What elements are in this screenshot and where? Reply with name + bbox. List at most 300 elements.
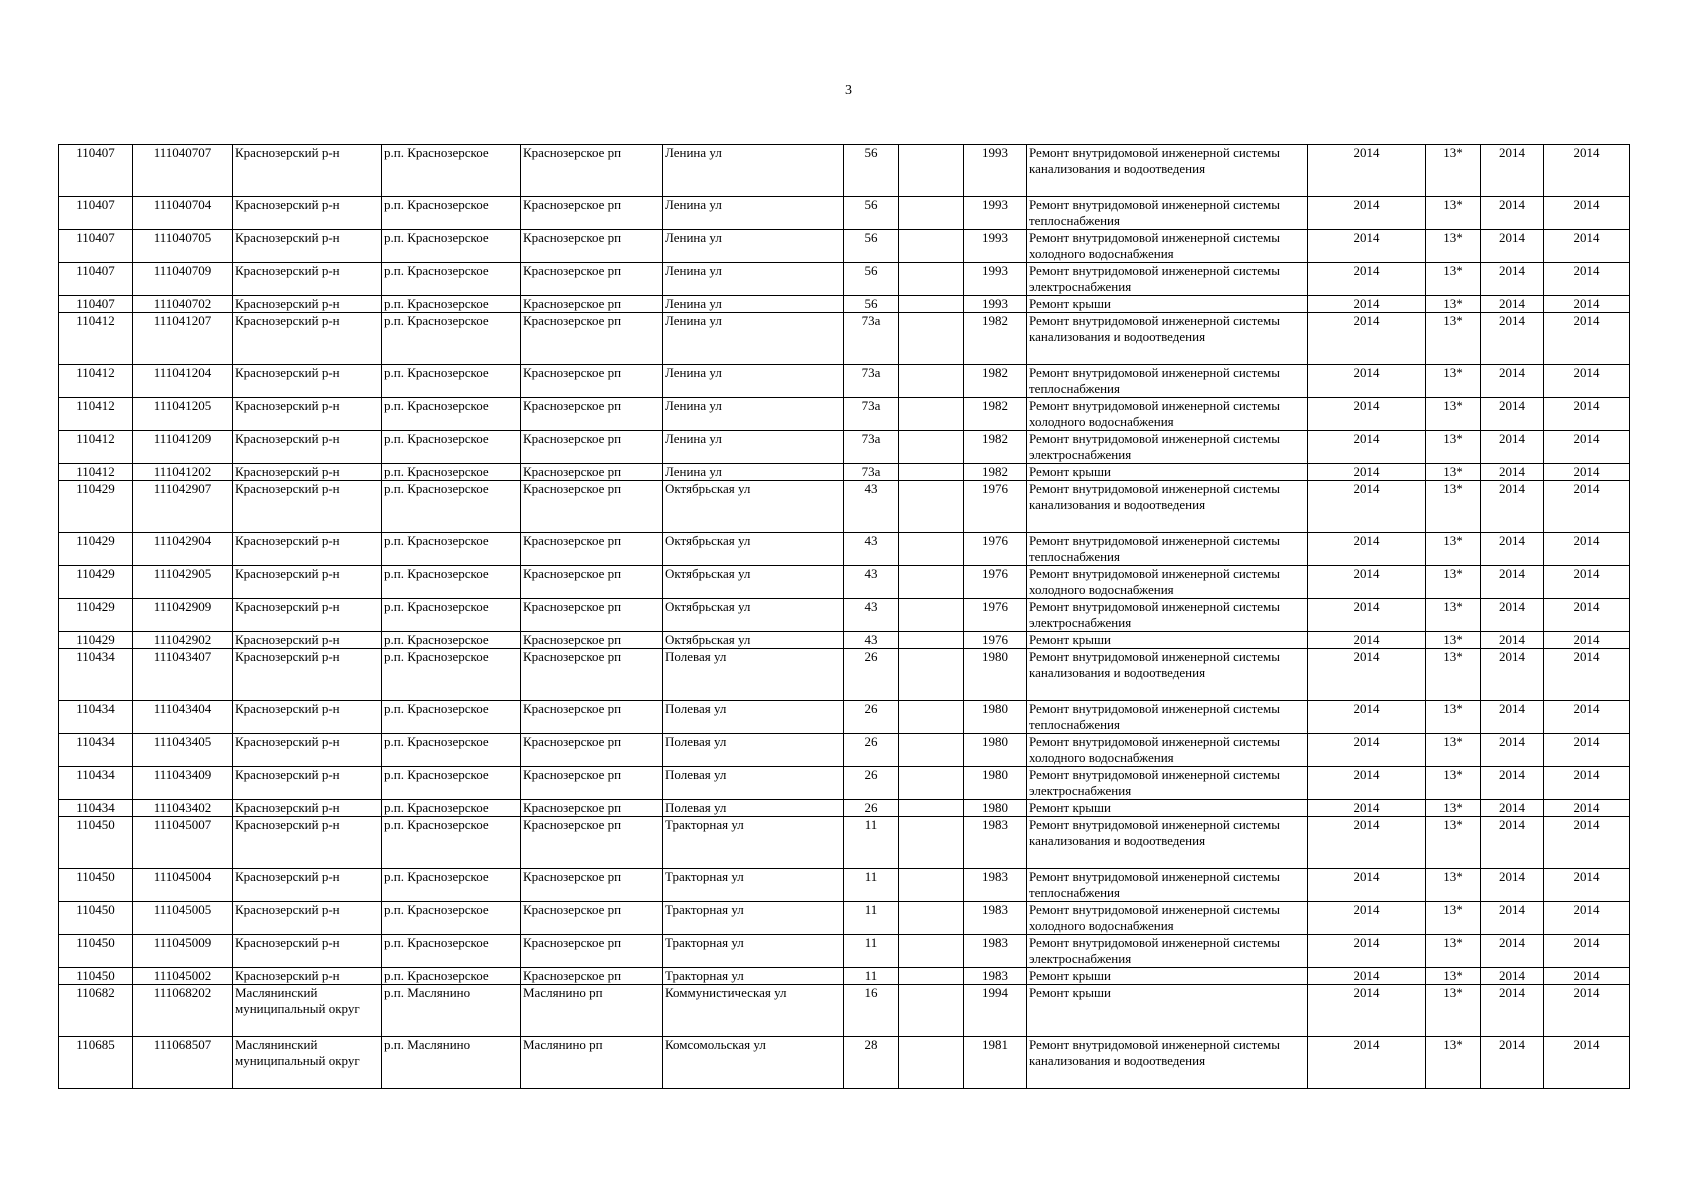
start-year-cell: 2014 — [1481, 398, 1544, 431]
settlement-cell: р.п. Краснозерское — [382, 902, 521, 935]
work-type-cell: Ремонт внутридомовой инженерной системы электроснабжения — [1027, 599, 1308, 632]
year-built-cell: 1980 — [964, 649, 1027, 701]
work-type-cell: Ремонт внутридомовой инженерной системы канализования и водоотведения — [1027, 817, 1308, 869]
year-built-cell: 1982 — [964, 464, 1027, 481]
note-cell: 13* — [1426, 566, 1481, 599]
settlement-cell: р.п. Краснозерское — [382, 734, 521, 767]
building-cell — [899, 481, 964, 533]
municipality-cell: Краснозерское рп — [521, 767, 663, 800]
house-number-cell: 11 — [844, 968, 899, 985]
municipality-cell: Краснозерское рп — [521, 701, 663, 734]
id-cell: 111043405 — [133, 734, 233, 767]
plan-year-cell: 2014 — [1308, 767, 1426, 800]
work-type-cell: Ремонт внутридомовой инженерной системы канализования и водоотведения — [1027, 649, 1308, 701]
note-cell: 13* — [1426, 734, 1481, 767]
settlement-cell: р.п. Краснозерское — [382, 398, 521, 431]
municipality-cell: Краснозерское рп — [521, 935, 663, 968]
street-cell: Ленина ул — [663, 398, 844, 431]
start-year-cell: 2014 — [1481, 263, 1544, 296]
municipality-cell: Краснозерское рп — [521, 817, 663, 869]
street-cell: Тракторная ул — [663, 902, 844, 935]
start-year-cell: 2014 — [1481, 632, 1544, 649]
note-cell: 13* — [1426, 632, 1481, 649]
start-year-cell: 2014 — [1481, 734, 1544, 767]
house-number-cell: 56 — [844, 296, 899, 313]
street-cell: Октябрьская ул — [663, 599, 844, 632]
settlement-cell: р.п. Краснозерское — [382, 632, 521, 649]
id-cell: 111041205 — [133, 398, 233, 431]
note-cell: 13* — [1426, 935, 1481, 968]
municipality-cell: Краснозерское рп — [521, 869, 663, 902]
note-cell: 13* — [1426, 817, 1481, 869]
plan-year-cell: 2014 — [1308, 365, 1426, 398]
table-row — [59, 431, 1630, 464]
street-cell: Октябрьская ул — [663, 533, 844, 566]
building-cell — [899, 734, 964, 767]
district-cell: Краснозерский р-н — [233, 464, 382, 481]
settlement-cell: р.п. Краснозерское — [382, 197, 521, 230]
district-cell: Краснозерский р-н — [233, 431, 382, 464]
id-cell: 111040707 — [133, 145, 233, 197]
street-cell: Октябрьская ул — [663, 632, 844, 649]
house-number-cell: 56 — [844, 230, 899, 263]
table-row — [59, 599, 1630, 632]
district-cell: Краснозерский р-н — [233, 365, 382, 398]
note-cell: 13* — [1426, 197, 1481, 230]
plan-year-cell: 2014 — [1308, 431, 1426, 464]
plan-year-cell: 2014 — [1308, 800, 1426, 817]
end-year-cell: 2014 — [1544, 398, 1630, 431]
code-cell: 110434 — [59, 767, 133, 800]
plan-year-cell: 2014 — [1308, 197, 1426, 230]
id-cell: 111045007 — [133, 817, 233, 869]
settlement-cell: р.п. Краснозерское — [382, 481, 521, 533]
settlement-cell: р.п. Краснозерское — [382, 230, 521, 263]
street-cell: Тракторная ул — [663, 869, 844, 902]
building-cell — [899, 632, 964, 649]
street-cell: Ленина ул — [663, 197, 844, 230]
street-cell: Ленина ул — [663, 365, 844, 398]
municipality-cell: Краснозерское рп — [521, 800, 663, 817]
code-cell: 110429 — [59, 533, 133, 566]
table-row — [59, 902, 1630, 935]
municipality-cell: Краснозерское рп — [521, 230, 663, 263]
work-type-cell: Ремонт внутридомовой инженерной системы холодного водоснабжения — [1027, 230, 1308, 263]
municipality-cell: Краснозерское рп — [521, 734, 663, 767]
end-year-cell: 2014 — [1544, 431, 1630, 464]
end-year-cell: 2014 — [1544, 968, 1630, 985]
code-cell: 110429 — [59, 481, 133, 533]
start-year-cell: 2014 — [1481, 985, 1544, 1037]
building-cell — [899, 902, 964, 935]
table-row — [59, 985, 1630, 1037]
table-row — [59, 365, 1630, 398]
code-cell: 110407 — [59, 296, 133, 313]
table-body — [59, 145, 1630, 1089]
work-type-cell: Ремонт внутридомовой инженерной системы канализования и водоотведения — [1027, 313, 1308, 365]
start-year-cell: 2014 — [1481, 481, 1544, 533]
year-built-cell: 1982 — [964, 313, 1027, 365]
street-cell: Комсомольская ул — [663, 1037, 844, 1089]
work-type-cell: Ремонт внутридомовой инженерной системы электроснабжения — [1027, 767, 1308, 800]
house-number-cell: 11 — [844, 935, 899, 968]
house-number-cell: 16 — [844, 985, 899, 1037]
end-year-cell: 2014 — [1544, 230, 1630, 263]
year-built-cell: 1982 — [964, 431, 1027, 464]
table-row — [59, 767, 1630, 800]
table-row — [59, 968, 1630, 985]
code-cell: 110412 — [59, 431, 133, 464]
building-cell — [899, 985, 964, 1037]
end-year-cell: 2014 — [1544, 902, 1630, 935]
building-cell — [899, 599, 964, 632]
code-cell: 110407 — [59, 145, 133, 197]
house-number-cell: 73а — [844, 365, 899, 398]
district-cell: Краснозерский р-н — [233, 968, 382, 985]
street-cell: Полевая ул — [663, 767, 844, 800]
plan-year-cell: 2014 — [1308, 599, 1426, 632]
settlement-cell: р.п. Краснозерское — [382, 767, 521, 800]
district-cell: Краснозерский р-н — [233, 701, 382, 734]
note-cell: 13* — [1426, 533, 1481, 566]
street-cell: Ленина ул — [663, 145, 844, 197]
street-cell: Ленина ул — [663, 431, 844, 464]
house-number-cell: 73а — [844, 398, 899, 431]
settlement-cell: р.п. Краснозерское — [382, 145, 521, 197]
note-cell: 13* — [1426, 145, 1481, 197]
table-row — [59, 263, 1630, 296]
year-built-cell: 1993 — [964, 197, 1027, 230]
building-cell — [899, 935, 964, 968]
settlement-cell: р.п. Краснозерское — [382, 263, 521, 296]
end-year-cell: 2014 — [1544, 869, 1630, 902]
municipality-cell: Краснозерское рп — [521, 313, 663, 365]
district-cell: Краснозерский р-н — [233, 734, 382, 767]
note-cell: 13* — [1426, 263, 1481, 296]
year-built-cell: 1976 — [964, 632, 1027, 649]
start-year-cell: 2014 — [1481, 935, 1544, 968]
district-cell: Краснозерский р-н — [233, 935, 382, 968]
municipality-cell: Маслянино рп — [521, 985, 663, 1037]
end-year-cell: 2014 — [1544, 464, 1630, 481]
start-year-cell: 2014 — [1481, 533, 1544, 566]
id-cell: 111042905 — [133, 566, 233, 599]
table-row — [59, 464, 1630, 481]
street-cell: Тракторная ул — [663, 817, 844, 869]
municipality-cell: Краснозерское рп — [521, 533, 663, 566]
building-cell — [899, 197, 964, 230]
settlement-cell: р.п. Краснозерское — [382, 599, 521, 632]
end-year-cell: 2014 — [1544, 701, 1630, 734]
year-built-cell: 1983 — [964, 902, 1027, 935]
settlement-cell: р.п. Краснозерское — [382, 313, 521, 365]
work-type-cell: Ремонт внутридомовой инженерной системы теплоснабжения — [1027, 869, 1308, 902]
street-cell: Ленина ул — [663, 230, 844, 263]
house-number-cell: 43 — [844, 566, 899, 599]
table-row — [59, 817, 1630, 869]
start-year-cell: 2014 — [1481, 230, 1544, 263]
municipality-cell: Маслянино рп — [521, 1037, 663, 1089]
district-cell: Краснозерский р-н — [233, 296, 382, 313]
plan-year-cell: 2014 — [1308, 230, 1426, 263]
end-year-cell: 2014 — [1544, 566, 1630, 599]
work-type-cell: Ремонт внутридомовой инженерной системы холодного водоснабжения — [1027, 566, 1308, 599]
house-number-cell: 26 — [844, 800, 899, 817]
work-type-cell: Ремонт крыши — [1027, 464, 1308, 481]
id-cell: 111040709 — [133, 263, 233, 296]
plan-year-cell: 2014 — [1308, 1037, 1426, 1089]
end-year-cell: 2014 — [1544, 935, 1630, 968]
start-year-cell: 2014 — [1481, 701, 1544, 734]
municipality-cell: Краснозерское рп — [521, 566, 663, 599]
municipality-cell: Краснозерское рп — [521, 296, 663, 313]
house-number-cell: 56 — [844, 145, 899, 197]
code-cell: 110682 — [59, 985, 133, 1037]
year-built-cell: 1982 — [964, 365, 1027, 398]
work-type-cell: Ремонт крыши — [1027, 800, 1308, 817]
plan-year-cell: 2014 — [1308, 632, 1426, 649]
work-type-cell: Ремонт внутридомовой инженерной системы электроснабжения — [1027, 431, 1308, 464]
work-type-cell: Ремонт крыши — [1027, 968, 1308, 985]
note-cell: 13* — [1426, 599, 1481, 632]
end-year-cell: 2014 — [1544, 481, 1630, 533]
code-cell: 110685 — [59, 1037, 133, 1089]
municipality-cell: Краснозерское рп — [521, 599, 663, 632]
house-number-cell: 11 — [844, 902, 899, 935]
table-row — [59, 197, 1630, 230]
plan-year-cell: 2014 — [1308, 398, 1426, 431]
district-cell: Краснозерский р-н — [233, 599, 382, 632]
end-year-cell: 2014 — [1544, 800, 1630, 817]
note-cell: 13* — [1426, 800, 1481, 817]
code-cell: 110412 — [59, 365, 133, 398]
district-cell: Краснозерский р-н — [233, 649, 382, 701]
code-cell: 110434 — [59, 701, 133, 734]
settlement-cell: р.п. Краснозерское — [382, 566, 521, 599]
start-year-cell: 2014 — [1481, 817, 1544, 869]
note-cell: 13* — [1426, 767, 1481, 800]
end-year-cell: 2014 — [1544, 1037, 1630, 1089]
table-row — [59, 701, 1630, 734]
plan-year-cell: 2014 — [1308, 734, 1426, 767]
plan-year-cell: 2014 — [1308, 701, 1426, 734]
table-row — [59, 533, 1630, 566]
note-cell: 13* — [1426, 701, 1481, 734]
plan-year-cell: 2014 — [1308, 145, 1426, 197]
house-number-cell: 43 — [844, 533, 899, 566]
work-type-cell: Ремонт внутридомовой инженерной системы канализования и водоотведения — [1027, 145, 1308, 197]
note-cell: 13* — [1426, 869, 1481, 902]
district-cell: Маслянинский муниципальный округ — [233, 985, 382, 1037]
settlement-cell: р.п. Краснозерское — [382, 296, 521, 313]
district-cell: Краснозерский р-н — [233, 313, 382, 365]
building-cell — [899, 800, 964, 817]
note-cell: 13* — [1426, 902, 1481, 935]
end-year-cell: 2014 — [1544, 145, 1630, 197]
plan-year-cell: 2014 — [1308, 817, 1426, 869]
district-cell: Краснозерский р-н — [233, 800, 382, 817]
street-cell: Тракторная ул — [663, 968, 844, 985]
note-cell: 13* — [1426, 481, 1481, 533]
start-year-cell: 2014 — [1481, 365, 1544, 398]
work-type-cell: Ремонт крыши — [1027, 632, 1308, 649]
building-cell — [899, 649, 964, 701]
house-number-cell: 26 — [844, 767, 899, 800]
note-cell: 13* — [1426, 296, 1481, 313]
note-cell: 13* — [1426, 365, 1481, 398]
start-year-cell: 2014 — [1481, 968, 1544, 985]
note-cell: 13* — [1426, 464, 1481, 481]
code-cell: 110407 — [59, 197, 133, 230]
street-cell: Ленина ул — [663, 464, 844, 481]
building-cell — [899, 365, 964, 398]
table-row — [59, 145, 1630, 197]
id-cell: 111068202 — [133, 985, 233, 1037]
district-cell: Краснозерский р-н — [233, 767, 382, 800]
id-cell: 111042907 — [133, 481, 233, 533]
work-type-cell: Ремонт внутридомовой инженерной системы электроснабжения — [1027, 935, 1308, 968]
year-built-cell: 1983 — [964, 968, 1027, 985]
id-cell: 111041202 — [133, 464, 233, 481]
start-year-cell: 2014 — [1481, 296, 1544, 313]
start-year-cell: 2014 — [1481, 145, 1544, 197]
municipality-cell: Краснозерское рп — [521, 197, 663, 230]
house-number-cell: 26 — [844, 734, 899, 767]
end-year-cell: 2014 — [1544, 365, 1630, 398]
note-cell: 13* — [1426, 431, 1481, 464]
settlement-cell: р.п. Краснозерское — [382, 533, 521, 566]
note-cell: 13* — [1426, 649, 1481, 701]
table-row — [59, 869, 1630, 902]
table-row — [59, 296, 1630, 313]
house-number-cell: 73а — [844, 464, 899, 481]
settlement-cell: р.п. Краснозерское — [382, 935, 521, 968]
year-built-cell: 1983 — [964, 935, 1027, 968]
start-year-cell: 2014 — [1481, 197, 1544, 230]
settlement-cell: р.п. Краснозерское — [382, 701, 521, 734]
table-row — [59, 935, 1630, 968]
code-cell: 110407 — [59, 263, 133, 296]
building-cell — [899, 398, 964, 431]
district-cell: Краснозерский р-н — [233, 869, 382, 902]
year-built-cell: 1983 — [964, 869, 1027, 902]
plan-year-cell: 2014 — [1308, 649, 1426, 701]
start-year-cell: 2014 — [1481, 767, 1544, 800]
street-cell: Тракторная ул — [663, 935, 844, 968]
work-type-cell: Ремонт внутридомовой инженерной системы холодного водоснабжения — [1027, 398, 1308, 431]
start-year-cell: 2014 — [1481, 649, 1544, 701]
work-type-cell: Ремонт внутридомовой инженерной системы канализования и водоотведения — [1027, 1037, 1308, 1089]
year-built-cell: 1994 — [964, 985, 1027, 1037]
street-cell: Полевая ул — [663, 649, 844, 701]
street-cell: Полевая ул — [663, 701, 844, 734]
district-cell: Маслянинский муниципальный округ — [233, 1037, 382, 1089]
note-cell: 13* — [1426, 398, 1481, 431]
municipality-cell: Краснозерское рп — [521, 649, 663, 701]
code-cell: 110434 — [59, 734, 133, 767]
work-type-cell: Ремонт крыши — [1027, 985, 1308, 1037]
table-row — [59, 313, 1630, 365]
code-cell: 110450 — [59, 869, 133, 902]
id-cell: 111041209 — [133, 431, 233, 464]
street-cell: Октябрьская ул — [663, 481, 844, 533]
id-cell: 111045005 — [133, 902, 233, 935]
building-cell — [899, 869, 964, 902]
end-year-cell: 2014 — [1544, 599, 1630, 632]
id-cell: 111042909 — [133, 599, 233, 632]
year-built-cell: 1980 — [964, 701, 1027, 734]
table-row — [59, 481, 1630, 533]
building-cell — [899, 145, 964, 197]
settlement-cell: р.п. Краснозерское — [382, 817, 521, 869]
repair-registry-table — [58, 144, 1630, 1089]
note-cell: 13* — [1426, 968, 1481, 985]
district-cell: Краснозерский р-н — [233, 263, 382, 296]
plan-year-cell: 2014 — [1308, 313, 1426, 365]
building-cell — [899, 767, 964, 800]
district-cell: Краснозерский р-н — [233, 902, 382, 935]
end-year-cell: 2014 — [1544, 533, 1630, 566]
year-built-cell: 1976 — [964, 481, 1027, 533]
id-cell: 111041207 — [133, 313, 233, 365]
code-cell: 110429 — [59, 632, 133, 649]
end-year-cell: 2014 — [1544, 767, 1630, 800]
end-year-cell: 2014 — [1544, 817, 1630, 869]
building-cell — [899, 566, 964, 599]
plan-year-cell: 2014 — [1308, 481, 1426, 533]
start-year-cell: 2014 — [1481, 431, 1544, 464]
street-cell: Октябрьская ул — [663, 566, 844, 599]
page-number: 3 — [845, 83, 852, 98]
building-cell — [899, 296, 964, 313]
settlement-cell: р.п. Краснозерское — [382, 431, 521, 464]
district-cell: Краснозерский р-н — [233, 145, 382, 197]
street-cell: Полевая ул — [663, 734, 844, 767]
house-number-cell: 56 — [844, 197, 899, 230]
municipality-cell: Краснозерское рп — [521, 481, 663, 533]
plan-year-cell: 2014 — [1308, 296, 1426, 313]
municipality-cell: Краснозерское рп — [521, 902, 663, 935]
id-cell: 111040705 — [133, 230, 233, 263]
street-cell: Коммунистическая ул — [663, 985, 844, 1037]
id-cell: 111041204 — [133, 365, 233, 398]
table-row — [59, 230, 1630, 263]
id-cell: 111043402 — [133, 800, 233, 817]
street-cell: Ленина ул — [663, 263, 844, 296]
table-row — [59, 398, 1630, 431]
id-cell: 111045002 — [133, 968, 233, 985]
house-number-cell: 43 — [844, 481, 899, 533]
code-cell: 110412 — [59, 464, 133, 481]
id-cell: 111045009 — [133, 935, 233, 968]
id-cell: 111045004 — [133, 869, 233, 902]
building-cell — [899, 701, 964, 734]
start-year-cell: 2014 — [1481, 599, 1544, 632]
end-year-cell: 2014 — [1544, 296, 1630, 313]
year-built-cell: 1993 — [964, 263, 1027, 296]
start-year-cell: 2014 — [1481, 902, 1544, 935]
municipality-cell: Краснозерское рп — [521, 365, 663, 398]
code-cell: 110429 — [59, 599, 133, 632]
work-type-cell: Ремонт крыши — [1027, 296, 1308, 313]
plan-year-cell: 2014 — [1308, 464, 1426, 481]
end-year-cell: 2014 — [1544, 197, 1630, 230]
street-cell: Полевая ул — [663, 800, 844, 817]
code-cell: 110429 — [59, 566, 133, 599]
plan-year-cell: 2014 — [1308, 902, 1426, 935]
start-year-cell: 2014 — [1481, 1037, 1544, 1089]
municipality-cell: Краснозерское рп — [521, 968, 663, 985]
